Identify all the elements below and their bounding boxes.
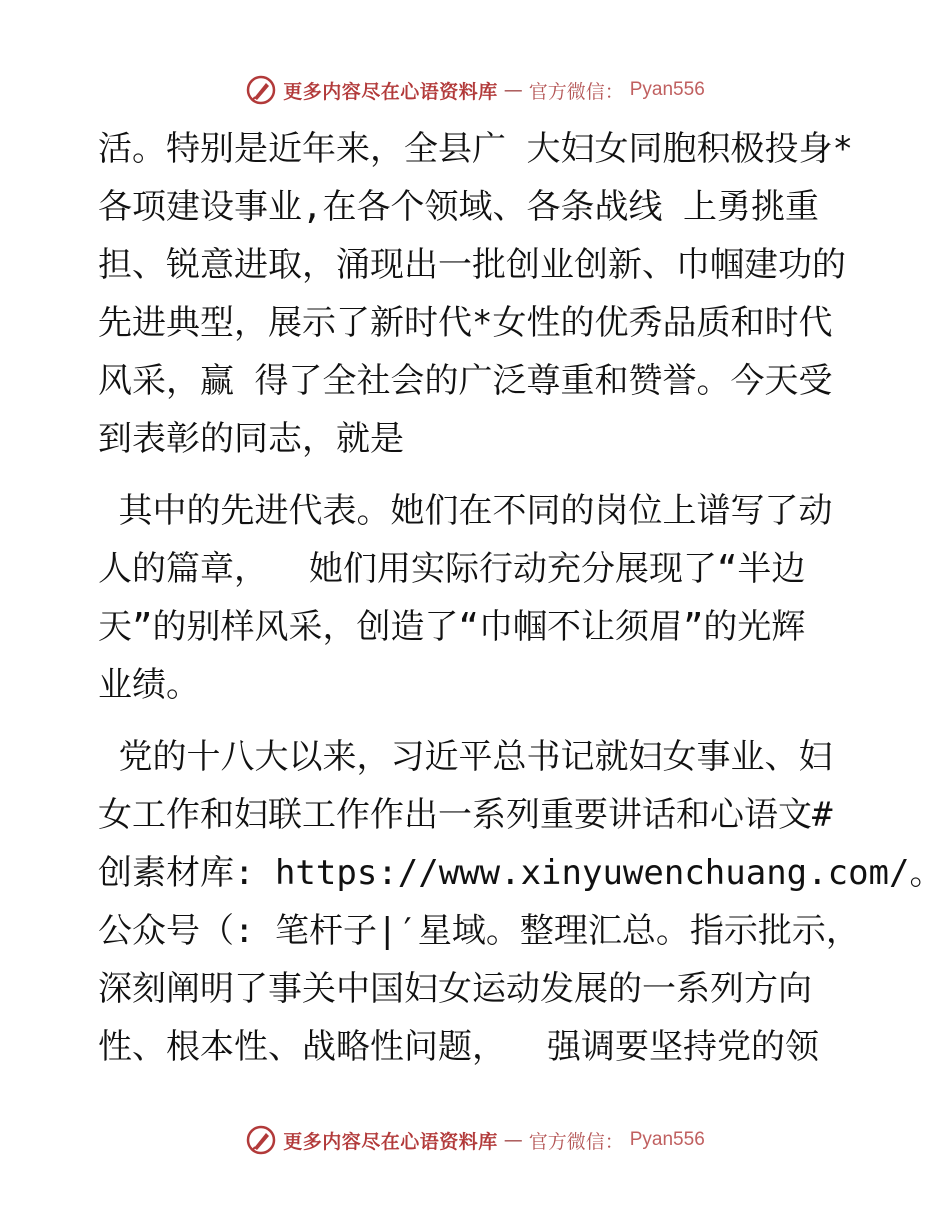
text-line: 各项建设事业,在各个领域、各条战线 上勇挑重 xyxy=(98,187,819,227)
text-line: 女工作和妇联工作作出一系列重要讲话和心语文# xyxy=(98,795,833,835)
watermark-contact-label: 官方微信： xyxy=(528,80,624,103)
text-line: 先进典型，展示了新时代*女性的优秀品质和时代 xyxy=(98,303,833,343)
text-line: 性、根本性、战略性问题， 强调要坚持党的领 xyxy=(98,1027,819,1067)
text-line: 深刻阐明了事关中国妇女运动发展的一系列方向 xyxy=(98,969,812,1009)
paragraph-gap xyxy=(98,468,858,482)
text-line: 创素材库: https://www.xinyuwenchuang.com/。 xyxy=(98,853,944,893)
watermark-contact-label: 官方微信： xyxy=(528,1130,624,1153)
text-line: 其中的先进代表。她们在不同的岗位上谱写了动 xyxy=(98,491,833,531)
watermark-contact-id: Pyan556 xyxy=(629,79,705,100)
paragraph xyxy=(98,728,944,1076)
watermark-site-text: 更多内容尽在心语资料库 xyxy=(283,80,498,103)
text-line: 到表彰的同志，就是 xyxy=(98,419,404,459)
watermark-dash: — xyxy=(503,79,523,101)
text-line: 业绩。 xyxy=(98,665,200,705)
text-line: 公众号（: 笔杆子|′星域。整理汇总。指示批示， xyxy=(98,911,860,951)
watermark-dash: — xyxy=(503,1129,523,1151)
watermark-site-text: 更多内容尽在心语资料库 xyxy=(283,1130,498,1153)
text-line: 人的篇章， 她们用实际行动充分展现了“半边 xyxy=(98,549,806,589)
header-watermark xyxy=(0,70,950,110)
quill-pen-circle-icon xyxy=(245,74,277,106)
footer-watermark xyxy=(0,1120,950,1160)
text-line: 天”的别样风采，创造了“巾帼不让须眉”的光辉 xyxy=(98,607,806,647)
text-line: 党的十八大以来，习近平总书记就妇女事业、妇 xyxy=(98,737,833,777)
text-line: 担、锐意进取，涌现出一批创业创新、巾帼建功的 xyxy=(98,245,846,285)
text-line: 风采，赢 得了全社会的广泛尊重和赞誉。今天受 xyxy=(98,361,833,401)
text-line: 活。特别是近年来，全县广 大妇女同胞积极投身* xyxy=(98,129,853,169)
quill-pen-circle-icon xyxy=(245,1124,277,1156)
paragraph xyxy=(98,120,858,468)
document-body xyxy=(98,120,944,1076)
watermark-contact-id: Pyan556 xyxy=(629,1129,705,1150)
paragraph xyxy=(98,482,858,714)
paragraph-gap xyxy=(98,714,858,728)
